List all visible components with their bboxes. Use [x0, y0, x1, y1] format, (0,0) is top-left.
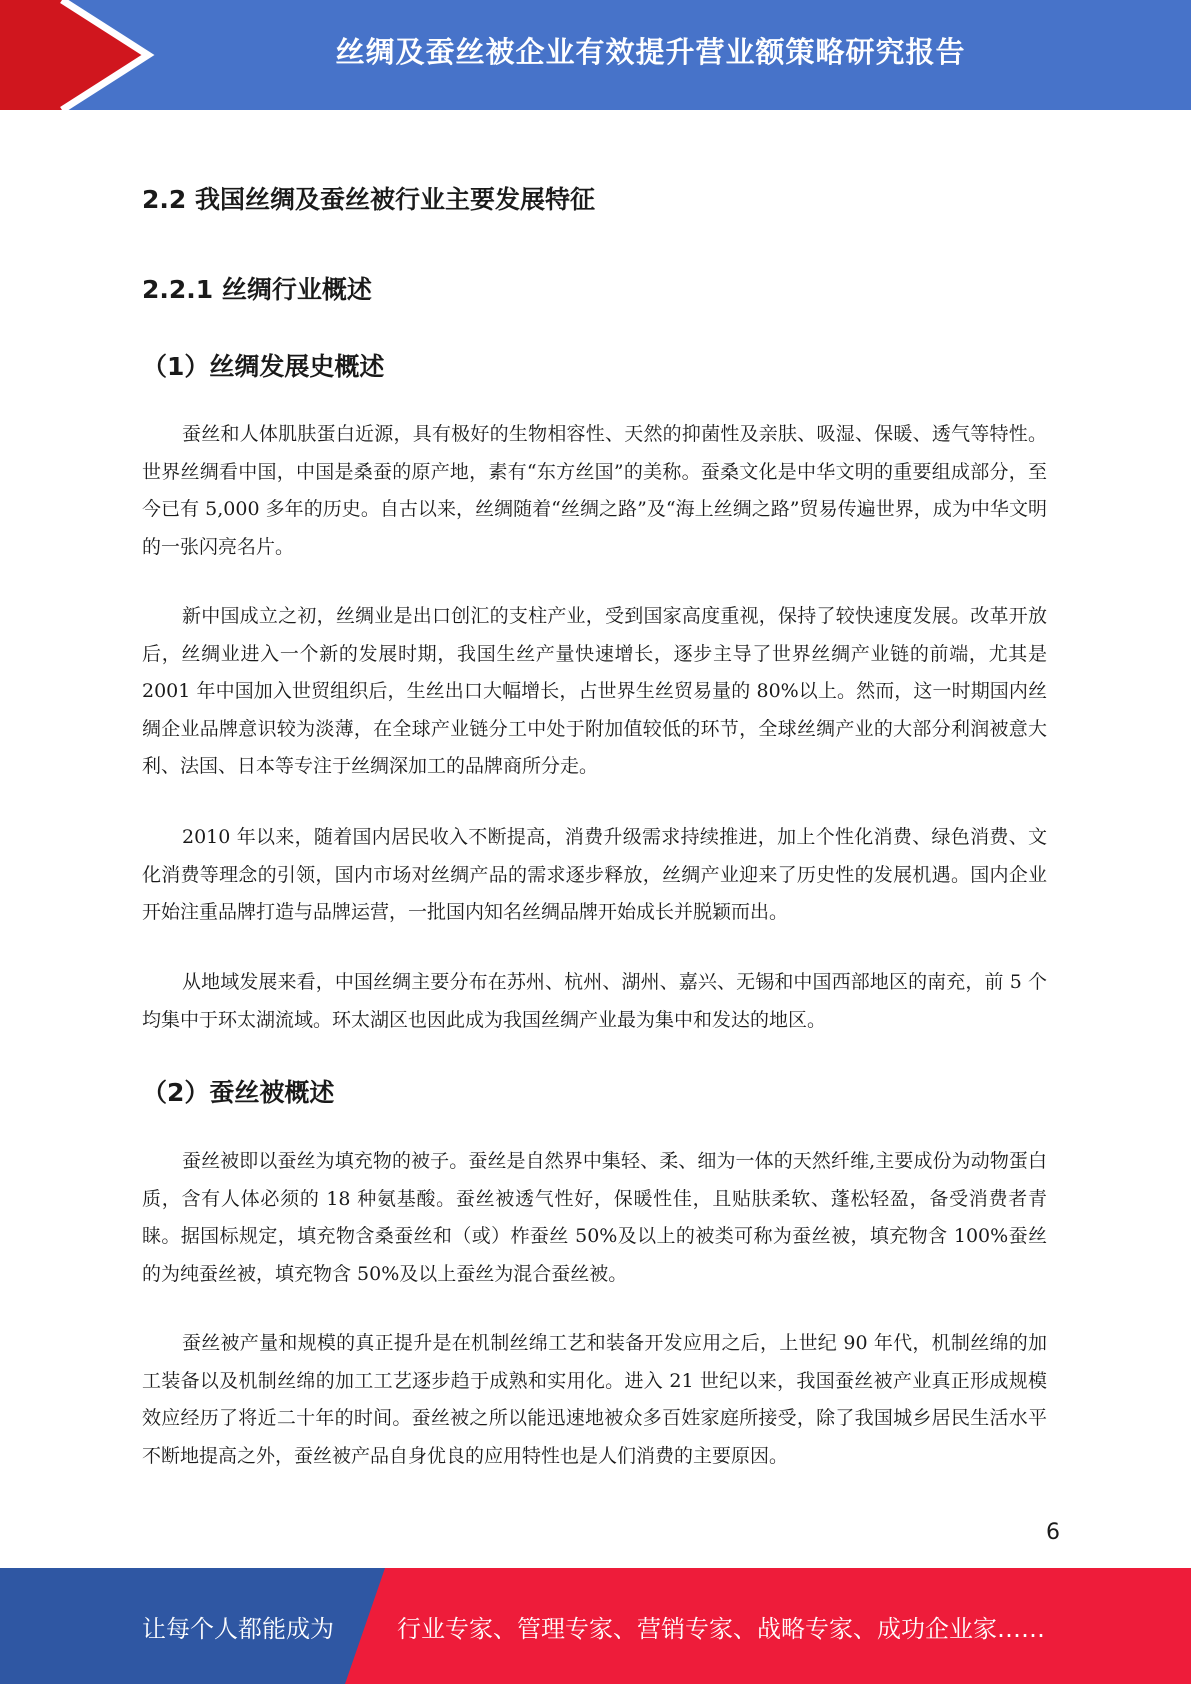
subsection-heading: 2.2.1 丝绸行业概述: [142, 275, 372, 304]
part-heading-silk-quilt: （2）蚕丝被概述: [142, 1078, 335, 1107]
paragraph: 蚕丝被产量和规模的真正提升是在机制丝绵工艺和装备开发应用之后，上世纪 90 年代，机制丝绵的加工装备以及机制丝绵的加工工艺逐步趋于成熟和实用化。进入 21 世纪以来，我国蚕丝被产业真正形成规模效应经历了将近二十年的时间。蚕丝被之所以能迅速地被众多百姓家庭所接受，除了我国城乡居民生活水平不断地提高之外，蚕丝被产品自身优良的应用特性也是人们消费的主要原因。: [142, 1332, 1047, 1467]
paragraph: 蚕丝被即以蚕丝为填充物的被子。蚕丝是自然界中集轻、柔、细为一体的天然纤维,主要成份为动物蛋白质，含有人体必须的 18 种氨基酸。蚕丝被透气性好，保暖性佳，且贴肤柔软、蓬松轻盈，备受消费者青睐。据国标规定，填充物含桑蚕丝和（或）柞蚕丝 50%及以上的被类可称为蚕丝被，填充物含 100%蚕丝的为纯蚕丝被，填充物含 50%及以上蚕丝为混合蚕丝被。: [142, 1150, 1047, 1285]
page-number: 6: [1046, 1520, 1060, 1545]
footer-slogan-left: 让每个人都能成为: [142, 1614, 334, 1643]
paragraph: 蚕丝和人体肌肤蛋白近源，具有极好的生物相容性、天然的抑菌性及亲肤、吸湿、保暖、透气等特性。世界丝绸看中国，中国是桑蚕的原产地，素有“东方丝国”的美称。蚕桑文化是中华文明的重要组成部分，至今已有 5,000 多年的历史。自古以来，丝绸随着“丝绸之路”及“海上丝绸之路”贸易传遍世界，成为中华文明的一张闪亮名片。: [142, 423, 1047, 558]
part-heading-silk-history: （1）丝绸发展史概述: [142, 352, 385, 381]
section-heading: 2.2 我国丝绸及蚕丝被行业主要发展特征: [142, 185, 595, 214]
paragraph: 2010 年以来，随着国内居民收入不断提高，消费升级需求持续推进，加上个性化消费、绿色消费、文化消费等理念的引领，国内市场对丝绸产品的需求逐步释放，丝绸产业迎来了历史性的发展机遇。国内企业开始注重品牌打造与品牌运营，一批国内知名丝绸品牌开始成长并脱颖而出。: [142, 826, 1047, 923]
report-title: 丝绸及蚕丝被企业有效提升营业额策略研究报告: [335, 34, 966, 69]
footer-slogan-right: 行业专家、管理专家、营销专家、战略专家、成功企业家……: [397, 1614, 1045, 1643]
report-header: [0, 0, 1191, 110]
paragraph: 从地域发展来看，中国丝绸主要分布在苏州、杭州、湖州、嘉兴、无锡和中国西部地区的南充，前 5 个均集中于环太湖流域。环太湖区也因此成为我国丝绸产业最为集中和发达的地区。: [142, 971, 1047, 1031]
paragraph: 新中国成立之初，丝绸业是出口创汇的支柱产业，受到国家高度重视，保持了较快速度发展。改革开放后，丝绸业进入一个新的发展时期，我国生丝产量快速增长，逐步主导了世界丝绸产业链的前端，尤其是 2001 年中国加入世贸组织后，生丝出口大幅增长，占世界生丝贸易量的 80%以上。然而，这一时期国内丝绸企业品牌意识较为淡薄，在全球产业链分工中处于附加值较低的环节，全球丝绸产业的大部分利润被意大利、法国、日本等专注于丝绸深加工的品牌商所分走。: [142, 605, 1047, 777]
report-footer: [0, 1568, 1191, 1684]
